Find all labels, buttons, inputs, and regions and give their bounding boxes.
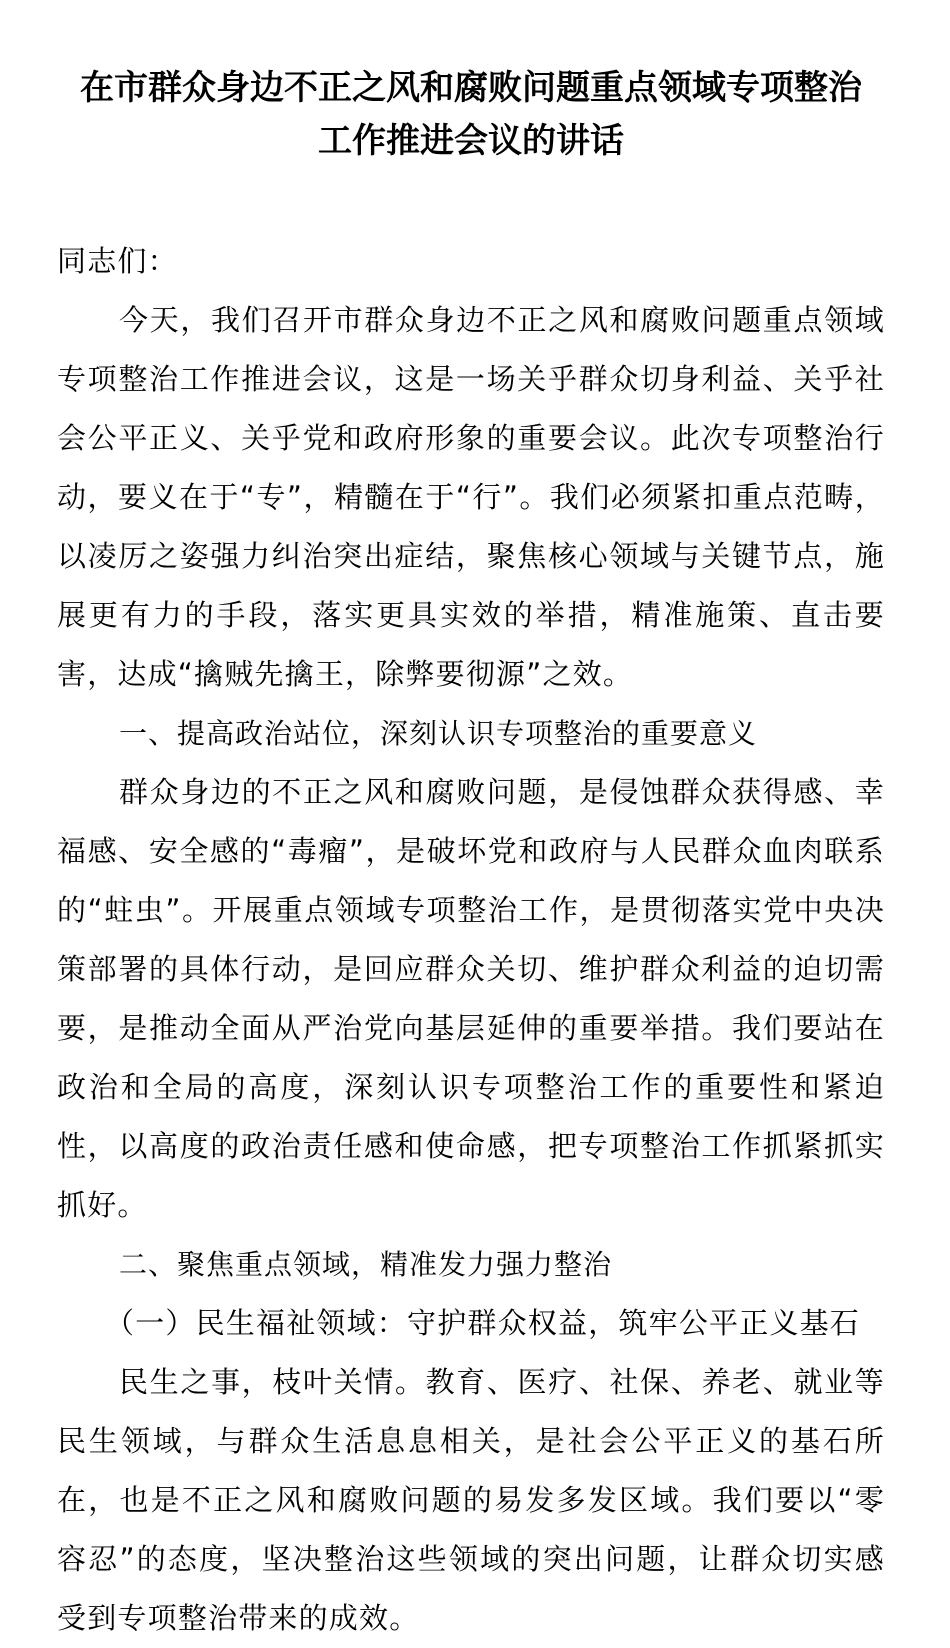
section-heading-2: 二、聚焦重点领域，精准发力强力整治 — [119, 1248, 613, 1281]
section-1-paragraph: 群众身边的不正之风和腐败问题，是侵蚀群众获得感、幸福感、安全感的“毒瘤”，是破坏党和政府与人民群众血肉联系的“蛀虫”。开展重点领域专项整治工作，是贯彻落实党中央决策部署的具体行动，是回应群众关切、维护群众利益的迫切需要，是推动全面从严治党向基层延伸的重要举措。我们要站在政治和全局的高度，深刻认识专项整治工作的重要性和紧迫性，以高度的政治责任感和使命感，把专项整治工作抓紧抓实抓好。 — [57, 775, 885, 1222]
page-title-line-1: 在市群众身边不正之风和腐败问题重点领域专项整治 — [80, 68, 862, 108]
subsection-heading-2-1: （一）民生福祉领域：守护群众权益，筑牢公平正义基石 — [105, 1306, 861, 1340]
page-title — [57, 0, 885, 168]
page-title-line-2: 工作推进会议的讲话 — [318, 121, 624, 161]
opening-paragraph: 今天，我们召开市群众身边不正之风和腐败问题重点领域专项整治工作推进会议，这是一场关乎群众切身利益、关乎社会公平正义、关乎党和政府形象的重要会议。此次专项整治行动，要义在于“专”，精髓在于“行”。我们必须紧扣重点范畴，以凌厉之姿强力纠治突出症结，聚焦核心领域与关键节点，施展更有力的手段，落实更具实效的举措，精准施策、直击要害，达成“擒贼先擒王，除弊要彻源”之效。 — [57, 303, 885, 691]
salutation: 同志们： — [57, 244, 178, 278]
subsection-2-1-paragraph: 民生之事，枝叶关情。教育、医疗、社保、养老、就业等民生领域，与群众生活息息相关，是社会公平正义的基石所在，也是不正之风和腐败问题的易发多发区域。我们要以“零容忍”的态度，坚决整治这些领域的突出问题，让群众切实感受到专项整治带来的成效。 — [57, 1365, 885, 1635]
document-body — [57, 0, 885, 1648]
section-heading-1: 一、提高政治站位，深刻认识专项整治的重要意义 — [119, 717, 758, 750]
